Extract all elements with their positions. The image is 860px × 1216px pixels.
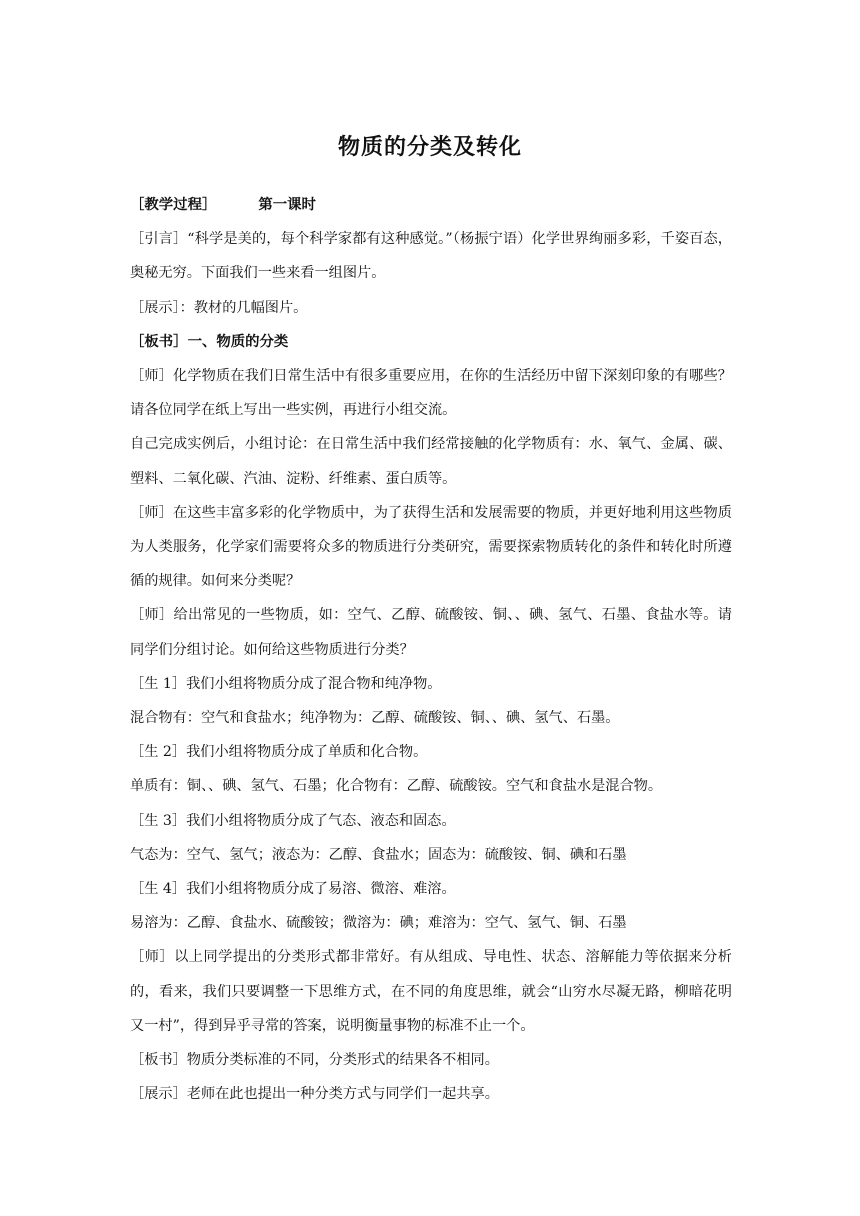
paragraph-teacher-3: ［师］给出常见的一些物质，如：空气、乙醇、硫酸铵、铜、、碘、氢气、石墨、食盐水等。请同学们分组讨论。如何给这些物质进行分类？ xyxy=(130,607,732,658)
paragraph-board-2: ［板书］物质分类标准的不同，分类形式的结果各不相同。 xyxy=(130,1052,499,1069)
paragraph-show-2: ［展示］老师在此也提出一种分类方式与同学们一起共享。 xyxy=(130,1086,499,1103)
paragraph-self: 自己完成实例后，小组讨论：在日常生活中我们经常接触的化学物质有：水、氧气、金属、碳、塑料、二氧化碳、汽油、淀粉、纤维素、蛋白质等。 xyxy=(130,436,732,487)
paragraph-student-1-answer: 混合物有：空气和食盐水；纯净物为：乙醇、硫酸铵、铜、、碘、氢气、石墨。 xyxy=(130,710,620,727)
paragraph-student-1: ［生 1］我们小组将物质分成了混合物和纯净物。 xyxy=(130,675,442,692)
paragraph-board-1: ［板书］一、物质的分类 xyxy=(130,333,289,350)
teaching-process-heading xyxy=(130,188,732,222)
heading-lesson: 第一课时 xyxy=(258,197,316,213)
paragraph-student-3-answer: 气态为：空气、氢气；液态为：乙醇、食盐水；固态为：硫酸铵、铜、碘和石墨 xyxy=(130,846,627,863)
paragraph-teacher-2: ［师］在这些丰富多彩的化学物质中，为了获得生活和发展需要的物质，并更好地利用这些物质为人类服务，化学家们需要将众多的物质进行分类研究，需要探索物质转化的条件和转化时所遵循的规律。如何来分类呢？ xyxy=(130,504,732,590)
paragraph-student-2-answer: 单质有：铜、、碘、氢气、石墨；化合物有：乙醇、硫酸铵。空气和食盐水是混合物。 xyxy=(130,778,663,795)
paragraph-teacher-4: ［师］以上同学提出的分类形式都非常好。有从组成、导电性、状态、溶解能力等依据来分析的，看来，我们只要调整一下思维方式，在不同的角度思维，就会“山穷水尽凝无路，柳暗花明又一村”，得到异乎寻常的答案，说明衡量事物的标准不止一个。 xyxy=(130,949,732,1034)
paragraph-student-4: ［生 4］我们小组将物质分成了易溶、微溶、难溶。 xyxy=(130,881,456,898)
paragraph-student-2: ［生 2］我们小组将物质分成了单质和化合物。 xyxy=(130,744,428,761)
paragraph-intro: ［引言］“科学是美的，每个科学家都有这种感觉。”（杨振宁语）化学世界绚丽多彩，千姿百态，奥秘无穷。下面我们一些来看一组图片。 xyxy=(130,231,732,282)
paragraph-student-4-answer: 易溶为：乙醇、食盐水、硫酸铵；微溶为：碘；难溶为：空气、氢气、铜、石墨 xyxy=(130,915,627,932)
document-title: 物质的分类及转化 xyxy=(337,135,522,160)
paragraph-student-3: ［生 3］我们小组将物质分成了气态、液态和固态。 xyxy=(130,812,456,829)
document-body xyxy=(130,188,732,1111)
paragraph-show-1: ［展示］：教材的几幅图片。 xyxy=(130,299,308,316)
paragraph-teacher-1: ［师］化学物质在我们日常生活中有很多重要应用，在你的生活经历中留下深刻印象的有哪些？请各位同学在纸上写出一些实例，再进行小组交流。 xyxy=(130,368,732,419)
heading-process: ［教学过程］ xyxy=(130,197,217,213)
